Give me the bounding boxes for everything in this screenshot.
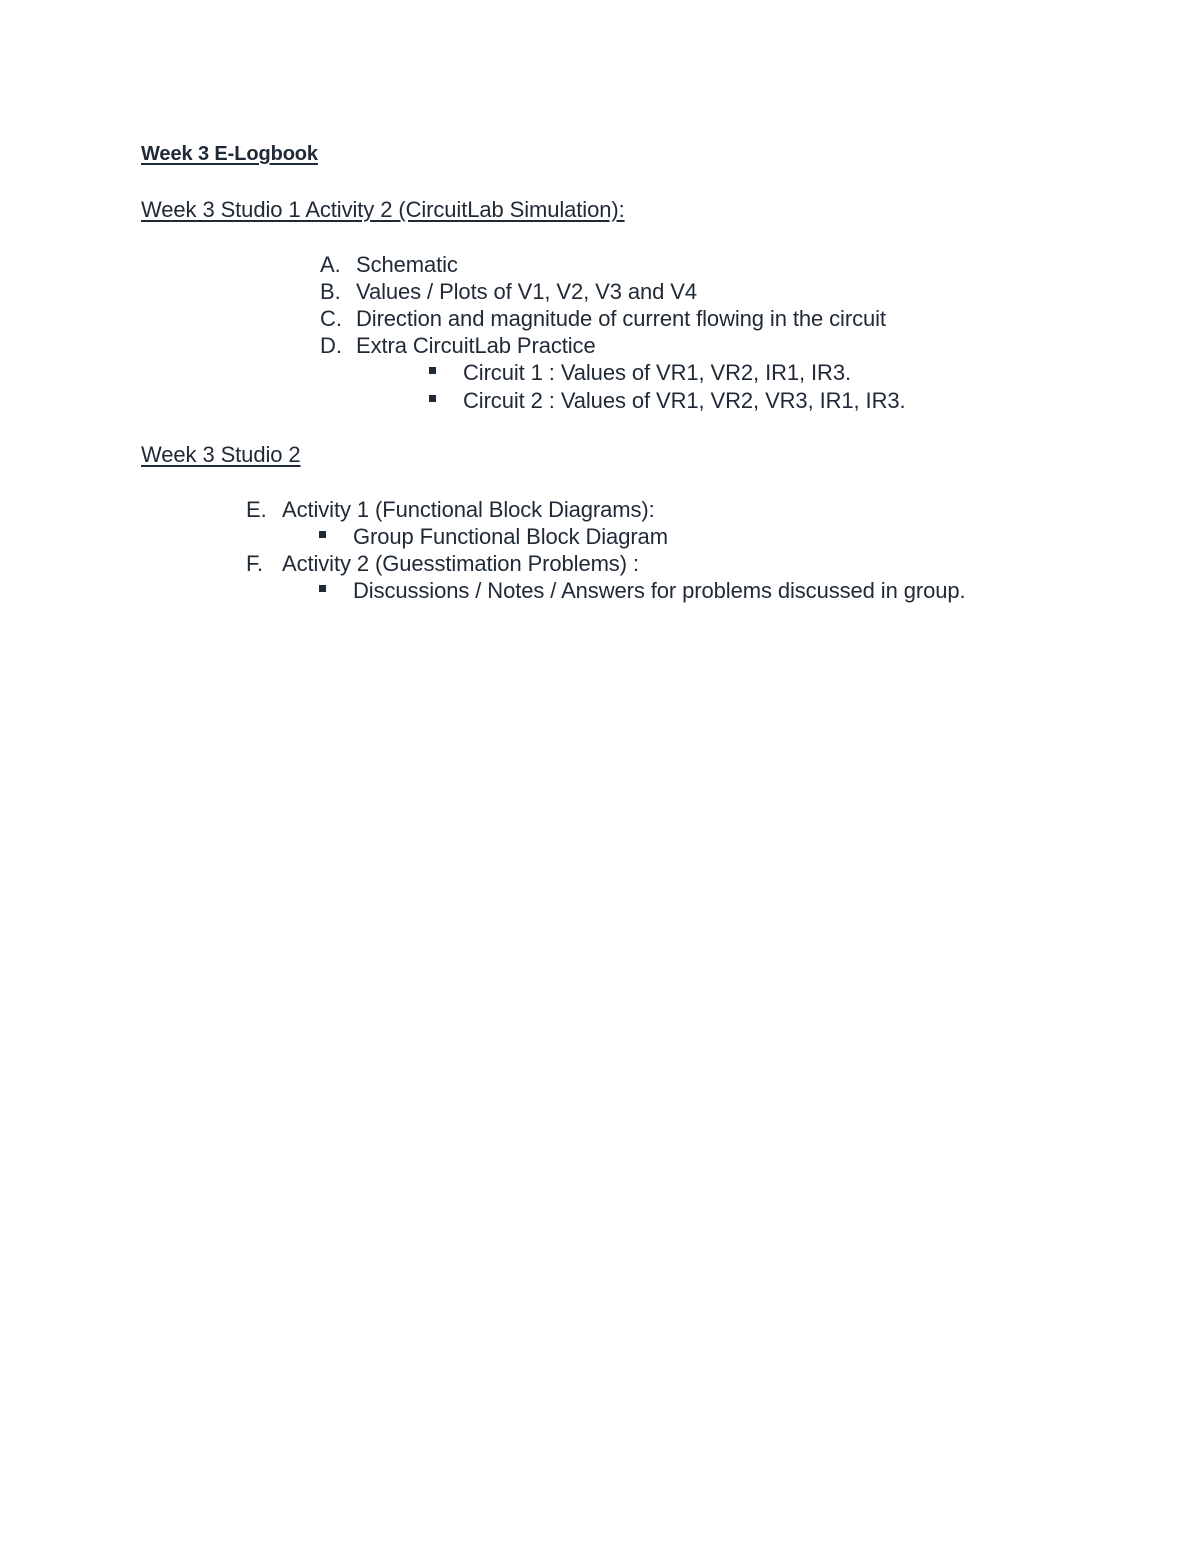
list-marker: E.	[246, 497, 267, 522]
document-title: Week 3 E-Logbook	[141, 143, 318, 165]
square-bullet-icon	[429, 367, 436, 374]
sub-list-item-text: Discussions / Notes / Answers for problems discussed in group.	[353, 578, 966, 603]
section-heading-studio-1: Week 3 Studio 1 Activity 2 (CircuitLab Simulation):	[141, 197, 625, 222]
list-item-text: Direction and magnitude of current flowing in the circuit	[356, 306, 886, 331]
list-marker: B.	[320, 279, 341, 304]
list-item-text: Values / Plots of V1, V2, V3 and V4	[356, 279, 697, 304]
list-marker: D.	[320, 333, 342, 358]
list-item-text: Schematic	[356, 252, 458, 277]
list-marker: A.	[320, 252, 341, 277]
section-heading-studio-2: Week 3 Studio 2	[141, 442, 301, 467]
list-marker: C.	[320, 306, 342, 331]
list-item-text: Activity 2 (Guesstimation Problems) :	[282, 551, 639, 576]
sub-list-item-text: Group Functional Block Diagram	[353, 524, 668, 549]
square-bullet-icon	[319, 531, 326, 538]
list-item-text: Activity 1 (Functional Block Diagrams):	[282, 497, 655, 522]
sub-list-item-text: Circuit 2 : Values of VR1, VR2, VR3, IR1, IR3.	[463, 388, 906, 413]
sub-list-item-text: Circuit 1 : Values of VR1, VR2, IR1, IR3.	[463, 360, 851, 385]
square-bullet-icon	[429, 395, 436, 402]
list-item-text: Extra CircuitLab Practice	[356, 333, 596, 358]
square-bullet-icon	[319, 585, 326, 592]
list-marker: F.	[246, 551, 264, 576]
